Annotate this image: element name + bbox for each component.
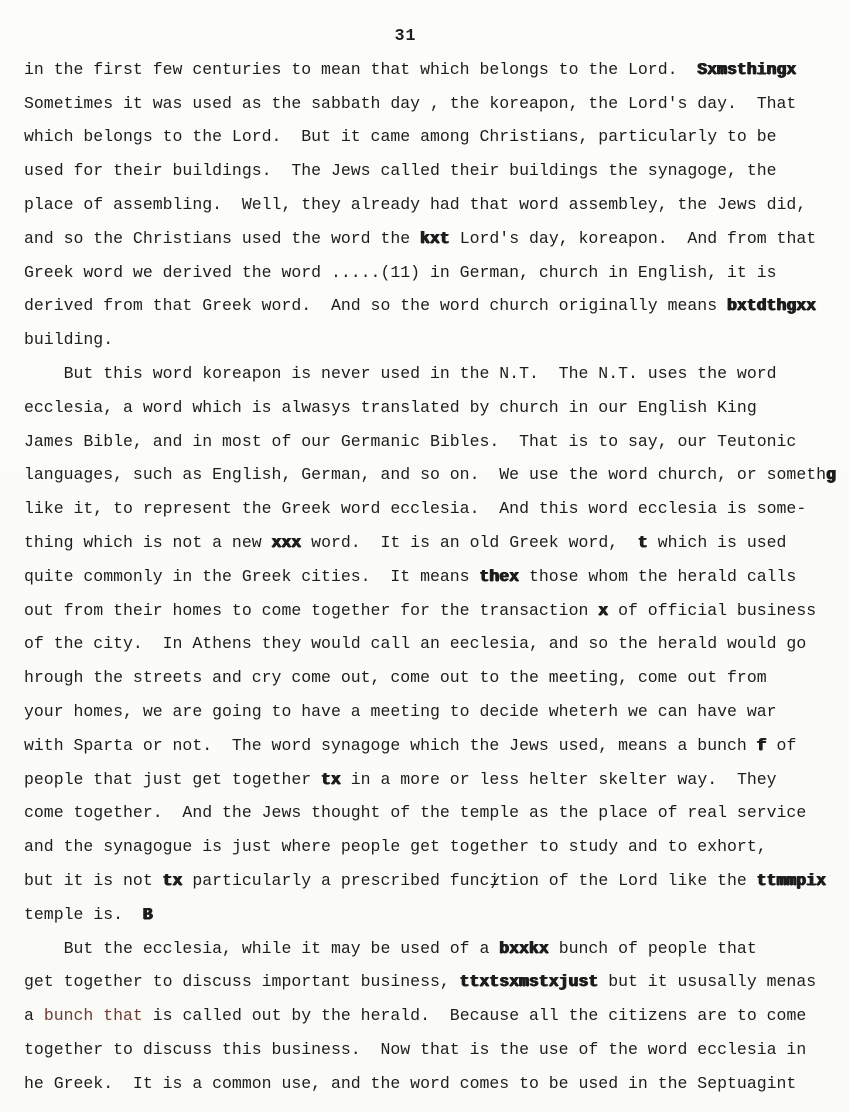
text-line [24, 425, 849, 459]
text-line [24, 289, 849, 323]
overstruck-text: t [637, 532, 648, 552]
text-line [24, 222, 849, 256]
text-segment: come together. And the Jews thought of the temple as the place of real service [24, 803, 807, 823]
text-segment: quite commonly in the Greek cities. It means [24, 566, 480, 586]
text-segment: of the city. In Athens they would call an eeclesia, and so the herald would go [24, 634, 807, 654]
text-segment: building. [24, 330, 114, 350]
text-segment: word. It is an old Greek word, [301, 532, 638, 552]
overstruck-text: kxt [420, 228, 450, 248]
text-segment: languages, such as English, German, and so on. We use the word church, or someth [24, 465, 827, 485]
text-segment: hrough the streets and cry come out, come out to the meeting, come out from [24, 668, 767, 688]
text-segment: James Bible, and in most of our Germanic Bibles. That is to say, our Teutonic [24, 431, 797, 451]
page-number: 31 [394, 26, 417, 45]
text-line [24, 796, 849, 830]
text-line [24, 256, 849, 290]
overstruck-text: bxtdthgxx [727, 296, 817, 316]
text-segment: with Sparta or not. The word synagoge which the Jews used, means a bunch [24, 735, 757, 755]
overstruck-text: ttmmpix [756, 870, 827, 890]
text-segment: which belongs to the Lord. But it came among Christians, particularly to be [24, 127, 777, 147]
text-segment: and the synagogue is just where people get together to study and to exhort, [24, 837, 767, 857]
text-line [24, 526, 849, 560]
text-segment: thing which is not a new [24, 532, 272, 552]
text-segment: tion of the Lord like the [499, 870, 757, 890]
text-segment: like it, to represent the Greek word ecclesia. And this word ecclesia is some- [24, 499, 807, 519]
text-line [24, 763, 849, 797]
text-segment: But the ecclesia, while it may be used of a [24, 938, 500, 958]
overstruck-text: Sxmsthingx [697, 59, 797, 79]
text-segment: is called out by the herald. Because all the citizens are to come [142, 1006, 807, 1026]
text-line [24, 965, 849, 999]
overstruck-text: tx [162, 870, 183, 890]
text-segment: Greek word we derived the word .....(11) in German, church in English, it is [24, 262, 777, 282]
text-line [24, 999, 849, 1033]
text-segment: Sometimes it was used as the sabbath day , the koreapon, the Lord's day. That [24, 93, 797, 113]
text-segment: and so the Christians used the word the [24, 228, 421, 248]
text-segment: out from their homes to come together for the transaction [24, 600, 599, 620]
text-segment: but it is not [24, 870, 163, 890]
text-line [24, 53, 849, 87]
overstruck-text: B [142, 904, 153, 924]
text-segment: your homes, we are going to have a meeting to decide wheterh we can have war [24, 701, 777, 721]
overstruck-text: bxxkx [499, 938, 549, 958]
text-segment: Lord's day, koreapon. And from that [449, 228, 817, 248]
text-segment: which is used [647, 532, 787, 552]
document-body [24, 53, 849, 1101]
text-line [24, 120, 849, 154]
text-line [24, 695, 849, 729]
text-line [24, 391, 849, 425]
text-segment: ecclesia, a word which is alwasys translated by church in our English King [24, 397, 757, 417]
text-segment: together to discuss this business. Now that is the use of the word ecclesia in [24, 1039, 807, 1059]
text-segment: but it ususally menas [598, 972, 817, 992]
text-line [24, 560, 849, 594]
text-line [24, 188, 849, 222]
text-line [24, 864, 849, 898]
overstruck-text: g [826, 465, 836, 485]
text-segment: people that just get together [24, 769, 322, 789]
overstruck-text: thex [479, 566, 520, 586]
text-line [24, 898, 849, 932]
text-segment: in a more or less helter skelter way. They [340, 769, 777, 789]
text-line [24, 323, 849, 357]
text-line [24, 661, 849, 695]
text-line [24, 458, 849, 492]
text-segment: in the first few centuries to mean that which belongs to the Lord. [24, 59, 698, 79]
slashed-character: i / [489, 871, 499, 890]
text-line [24, 932, 849, 966]
overstruck-text: f [756, 735, 767, 755]
overstruck-text: x [598, 600, 609, 620]
text-line [24, 154, 849, 188]
text-segment: used for their buildings. The Jews called their buildings the synagoge, the [24, 161, 777, 181]
text-segment: derived from that Greek word. And so the word church originally means [24, 296, 728, 316]
text-line [24, 594, 849, 628]
text-line [24, 357, 849, 391]
text-segment: of [766, 735, 797, 755]
text-segment: particularly a prescribed func [182, 870, 490, 890]
text-segment: a [24, 1006, 44, 1026]
overstruck-text: ttxtsxmstxjust [459, 972, 599, 992]
text-line [24, 1067, 849, 1101]
text-line [24, 627, 849, 661]
text-segment: he Greek. It is a common use, and the word comes to be used in the Septuagint [24, 1073, 797, 1093]
text-segment: temple is. [24, 904, 143, 924]
text-segment: of official business [608, 600, 817, 620]
text-segment: bunch of people that [548, 938, 757, 958]
text-line [24, 1033, 849, 1067]
text-segment: But this word koreapon is never used in the N.T. The N.T. uses the word [24, 363, 777, 383]
text-line [24, 87, 849, 121]
overstruck-text: xxx [271, 532, 302, 552]
text-segment: place of assembling. Well, they already had that word assembley, the Jews did, [24, 194, 807, 214]
text-segment: get together to discuss important business, [24, 972, 460, 992]
text-line [24, 729, 849, 763]
red-tinted-text: bunch that [43, 1006, 143, 1026]
text-line [24, 830, 849, 864]
text-segment: those whom the herald calls [519, 566, 797, 586]
overstruck-text: tx [321, 769, 341, 789]
text-line [24, 492, 849, 526]
